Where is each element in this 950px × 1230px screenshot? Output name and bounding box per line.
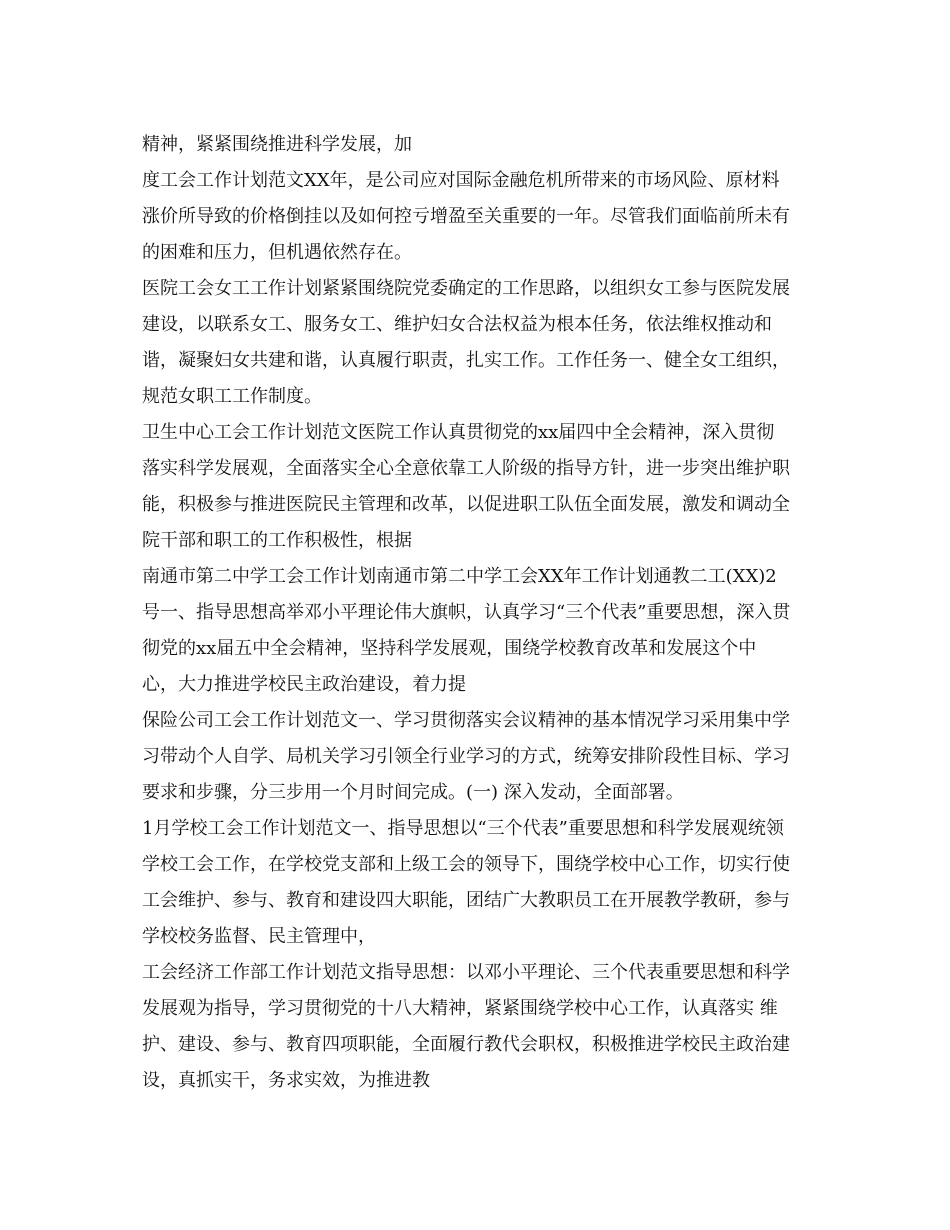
text-line: 设，真抓实干，务求实效，为推进教 [142, 1070, 430, 1091]
text-line: 学校校务监督、民主管理中， [142, 926, 376, 947]
text-line: 度工会工作计划范文XX年，是公司应对国际金融危机所带来的市场风险、原材料 [142, 170, 780, 191]
text-line: 的困难和压力，但机遇依然存在。 [142, 242, 412, 263]
text-line: 卫生中心工会工作计划范文医院工作认真贯彻党的xx届四中全会精神，深入贯彻 [142, 422, 775, 443]
text-line: 学校工会工作，在学校党支部和上级工会的领导下，围绕学校中心工作，切实行使 [142, 854, 790, 875]
text-line: 习带动个人自学、局机关学习引领全行业学习的方式，统筹安排阶段性目标、学习 [142, 746, 790, 767]
text-line: 精神，紧紧围绕推进科学发展，加 [142, 134, 412, 155]
text-line: 能，积极参与推进医院民主管理和改革，以促进职工队伍全面发展，激发和调动全 [142, 494, 790, 515]
text-line: 心，大力推进学校民主政治建设，着力提 [142, 674, 466, 695]
document-body [142, 127, 814, 1099]
text-line: 护、建设、参与、教育四项职能，全面履行教代会职权，积极推进学校民主政治建 [142, 1034, 790, 1055]
text-line: 规范女职工工作制度。 [142, 386, 322, 407]
text-line: 医院工会女工工作计划紧紧围绕院党委确定的工作思路，以组织女工参与医院发展 [142, 278, 790, 299]
text-line: 南通市第二中学工会工作计划南通市第二中学工会XX年工作计划通教二工(XX)2 [142, 566, 777, 587]
text-line: 工会维护、参与、教育和建设四大职能，团结广大教职员工在开展教学教研，参与 [142, 890, 790, 911]
text-line: 号一、指导思想高举邓小平理论伟大旗帜，认真学习“三个代表”重要思想，深入贯 [142, 602, 791, 623]
text-line: 工会经济工作部工作计划范文指导思想：以邓小平理论、三个代表重要思想和科学 [142, 962, 790, 983]
text-line: 涨价所导致的价格倒挂以及如何控亏增盈至关重要的一年。尽管我们面临前所未有 [142, 206, 790, 227]
text-line: 要求和步骤，分三步用一个月时间完成。(一) 深入发动，全面部署。 [142, 782, 684, 803]
text-line: 彻党的xx届五中全会精神，坚持科学发展观，围绕学校教育改革和发展这个中 [142, 638, 757, 659]
text-line: 1月学校工会工作计划范文一、指导思想以“三个代表”重要思想和科学发展观统领 [142, 818, 784, 839]
text-line: 保险公司工会工作计划范文一、学习贯彻落实会议精神的基本情况学习采用集中学 [142, 710, 790, 731]
text-line: 院干部和职工的工作积极性，根据 [142, 530, 412, 551]
text-line: 建设，以联系女工、服务女工、维护妇女合法权益为根本任务，依法维权推动和 [142, 314, 772, 335]
text-line: 落实科学发展观，全面落实全心全意依靠工人阶级的指导方针，进一步突出维护职 [142, 458, 790, 479]
text-line: 谐，凝聚妇女共建和谐，认真履行职责，扎实工作。工作任务一、健全女工组织， [142, 350, 790, 371]
text-line: 发展观为指导，学习贯彻党的十八大精神，紧紧围绕学校中心工作，认真落实 维 [142, 998, 778, 1019]
